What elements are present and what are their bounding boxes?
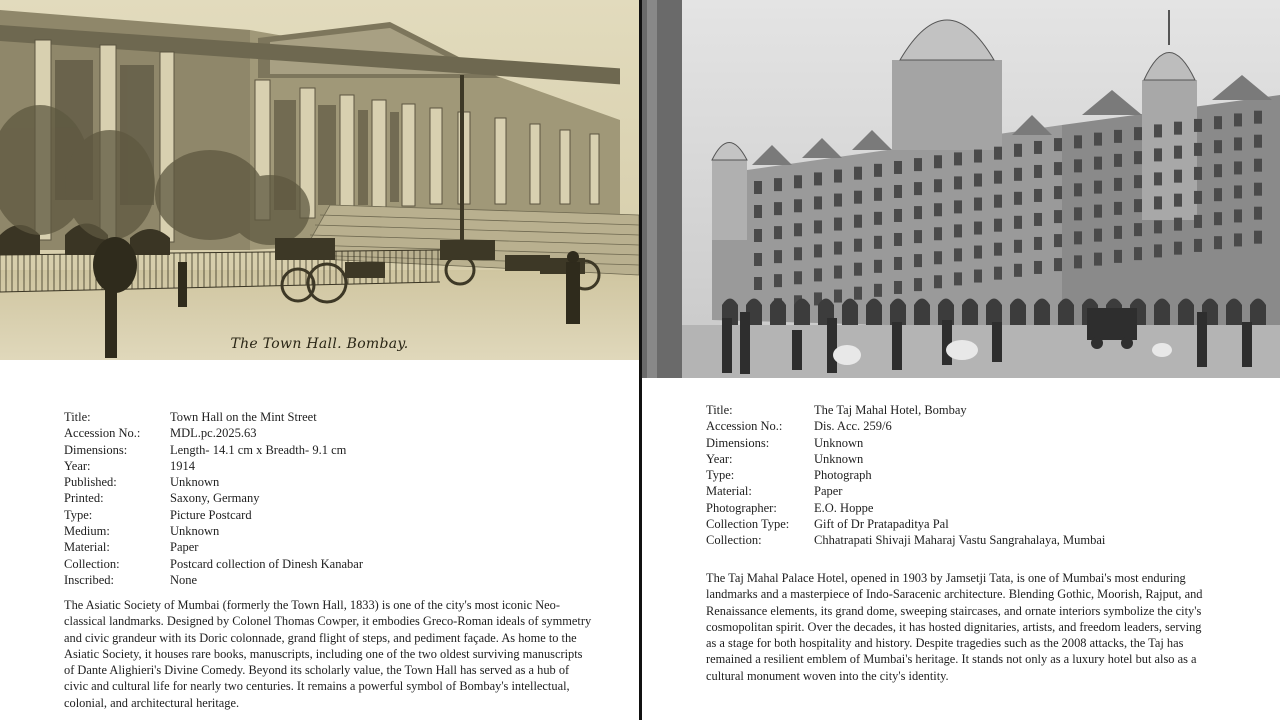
metadata-label: Dimensions: [64, 442, 128, 457]
metadata-row [706, 532, 1246, 548]
metadata-value: Picture Postcard [170, 507, 252, 522]
metadata-row [64, 490, 604, 506]
metadata-label: Medium: [64, 524, 110, 539]
metadata-row [64, 409, 604, 425]
metadata-row [64, 572, 604, 588]
metadata-label: Type: [706, 468, 735, 483]
metadata-row [64, 556, 604, 572]
metadata-row [64, 523, 604, 539]
taj-hotel-photo [642, 0, 1280, 378]
metadata-label: Accession No.: [64, 426, 141, 441]
taj-hotel-description: The Taj Mahal Palace Hotel, opened in 1903 by Jamsetji Tata, is one of Mumbai's most enduring landmarks and a masterpiece of Indo-Saracenic architecture. Blending Gothic, Moorish, Rajput, and Renaissance elements, its grand dome, sweeping staircases, and ornate interiors symbolize the city's cosmopolitan spirit. Over the decades, it has hosted dignitaries, artists, and freedom leaders, serving as a stage for both hospitality and history. Despite tragedies such as the 2008 attacks, the Taj has remained a resilient emblem of Mumbai's heritage. It stands not only as a luxury hotel but also as a cultural monument woven into the city's identity. [706, 571, 1203, 683]
metadata-value: MDL.pc.2025.63 [170, 426, 257, 441]
metadata-value: Postcard collection of Dinesh Kanabar [170, 556, 363, 571]
metadata-row [64, 474, 604, 490]
metadata-row [706, 435, 1246, 451]
metadata-value: Paper [814, 484, 843, 499]
metadata-row [64, 458, 604, 474]
metadata-label: Accession No.: [706, 419, 783, 434]
metadata-label: Collection: [706, 533, 762, 548]
metadata-label: Material: [706, 484, 752, 499]
metadata-value: Unknown [814, 435, 864, 450]
metadata-label: Type: [64, 507, 93, 522]
metadata-row [706, 500, 1246, 516]
metadata-label: Published: [64, 475, 117, 490]
metadata-value: Length- 14.1 cm x Breadth- 9.1 cm [170, 442, 347, 457]
metadata-value: Unknown [170, 475, 220, 490]
metadata-row [706, 516, 1246, 532]
metadata-value: Saxony, Germany [170, 491, 260, 506]
metadata-label: Collection Type: [706, 517, 790, 532]
metadata-value: Unknown [170, 524, 220, 539]
metadata-label: Inscribed: [64, 572, 114, 587]
metadata-value: Paper [170, 540, 199, 555]
metadata-label: Year: [64, 458, 91, 473]
metadata-row [706, 467, 1246, 483]
taj-hotel-metadata [706, 402, 1246, 549]
metadata-label: Printed: [64, 491, 104, 506]
metadata-value: None [170, 572, 198, 587]
metadata-value: Photograph [814, 468, 872, 483]
metadata-value: 1914 [170, 458, 195, 473]
metadata-value: E.O. Hoppe [814, 500, 874, 515]
metadata-row [64, 442, 604, 458]
town-hall-postcard-photo [0, 0, 639, 360]
metadata-value: Chhatrapati Shivaji Maharaj Vastu Sangrahalaya, Mumbai [814, 533, 1106, 548]
metadata-value: Dis. Acc. 259/6 [814, 419, 892, 434]
metadata-label: Title: [64, 410, 91, 424]
town-hall-description: The Asiatic Society of Mumbai (formerly the Town Hall, 1833) is one of the city's most iconic Neo-classical landmarks. Designed by Colonel Thomas Cowper, it embodies Greco-Roman ideals of symmetry and civic grandeur with its Doric colonnade, grand flight of steps, and pediment façade. As home to the Asiatic Society, it houses rare books, manuscripts, including one of the two oldest surviving manuscripts of Dante Alighieri's Divine Comedy. Beyond its scholarly value, the Town Hall has served as a hub of civic and cultural life for nearly two centuries. It remains a powerful symbol of Bombay's intellectual, colonial, and architectural heritage. [64, 598, 592, 710]
photo-caption: The Town Hall. Bombay. [230, 336, 409, 352]
metadata-value: The Taj Mahal Hotel, Bombay [814, 403, 967, 417]
metadata-row [64, 507, 604, 523]
metadata-row [64, 539, 604, 555]
metadata-row [706, 483, 1246, 499]
left-panel [0, 0, 639, 720]
metadata-row [64, 425, 604, 441]
metadata-row [706, 451, 1246, 467]
metadata-row [706, 402, 1246, 418]
taj-hotel-illustration [642, 0, 1280, 378]
metadata-label: Material: [64, 540, 110, 555]
metadata-label: Collection: [64, 556, 120, 571]
metadata-value: Town Hall on the Mint Street [170, 410, 317, 424]
right-panel [642, 0, 1280, 720]
metadata-label: Year: [706, 451, 733, 466]
metadata-row [706, 418, 1246, 434]
town-hall-illustration [0, 0, 639, 360]
metadata-label: Title: [706, 403, 733, 417]
town-hall-metadata [64, 409, 604, 588]
metadata-value: Gift of Dr Pratapaditya Pal [814, 517, 949, 532]
metadata-value: Unknown [814, 451, 864, 466]
metadata-label: Dimensions: [706, 435, 770, 450]
metadata-label: Photographer: [706, 500, 777, 515]
